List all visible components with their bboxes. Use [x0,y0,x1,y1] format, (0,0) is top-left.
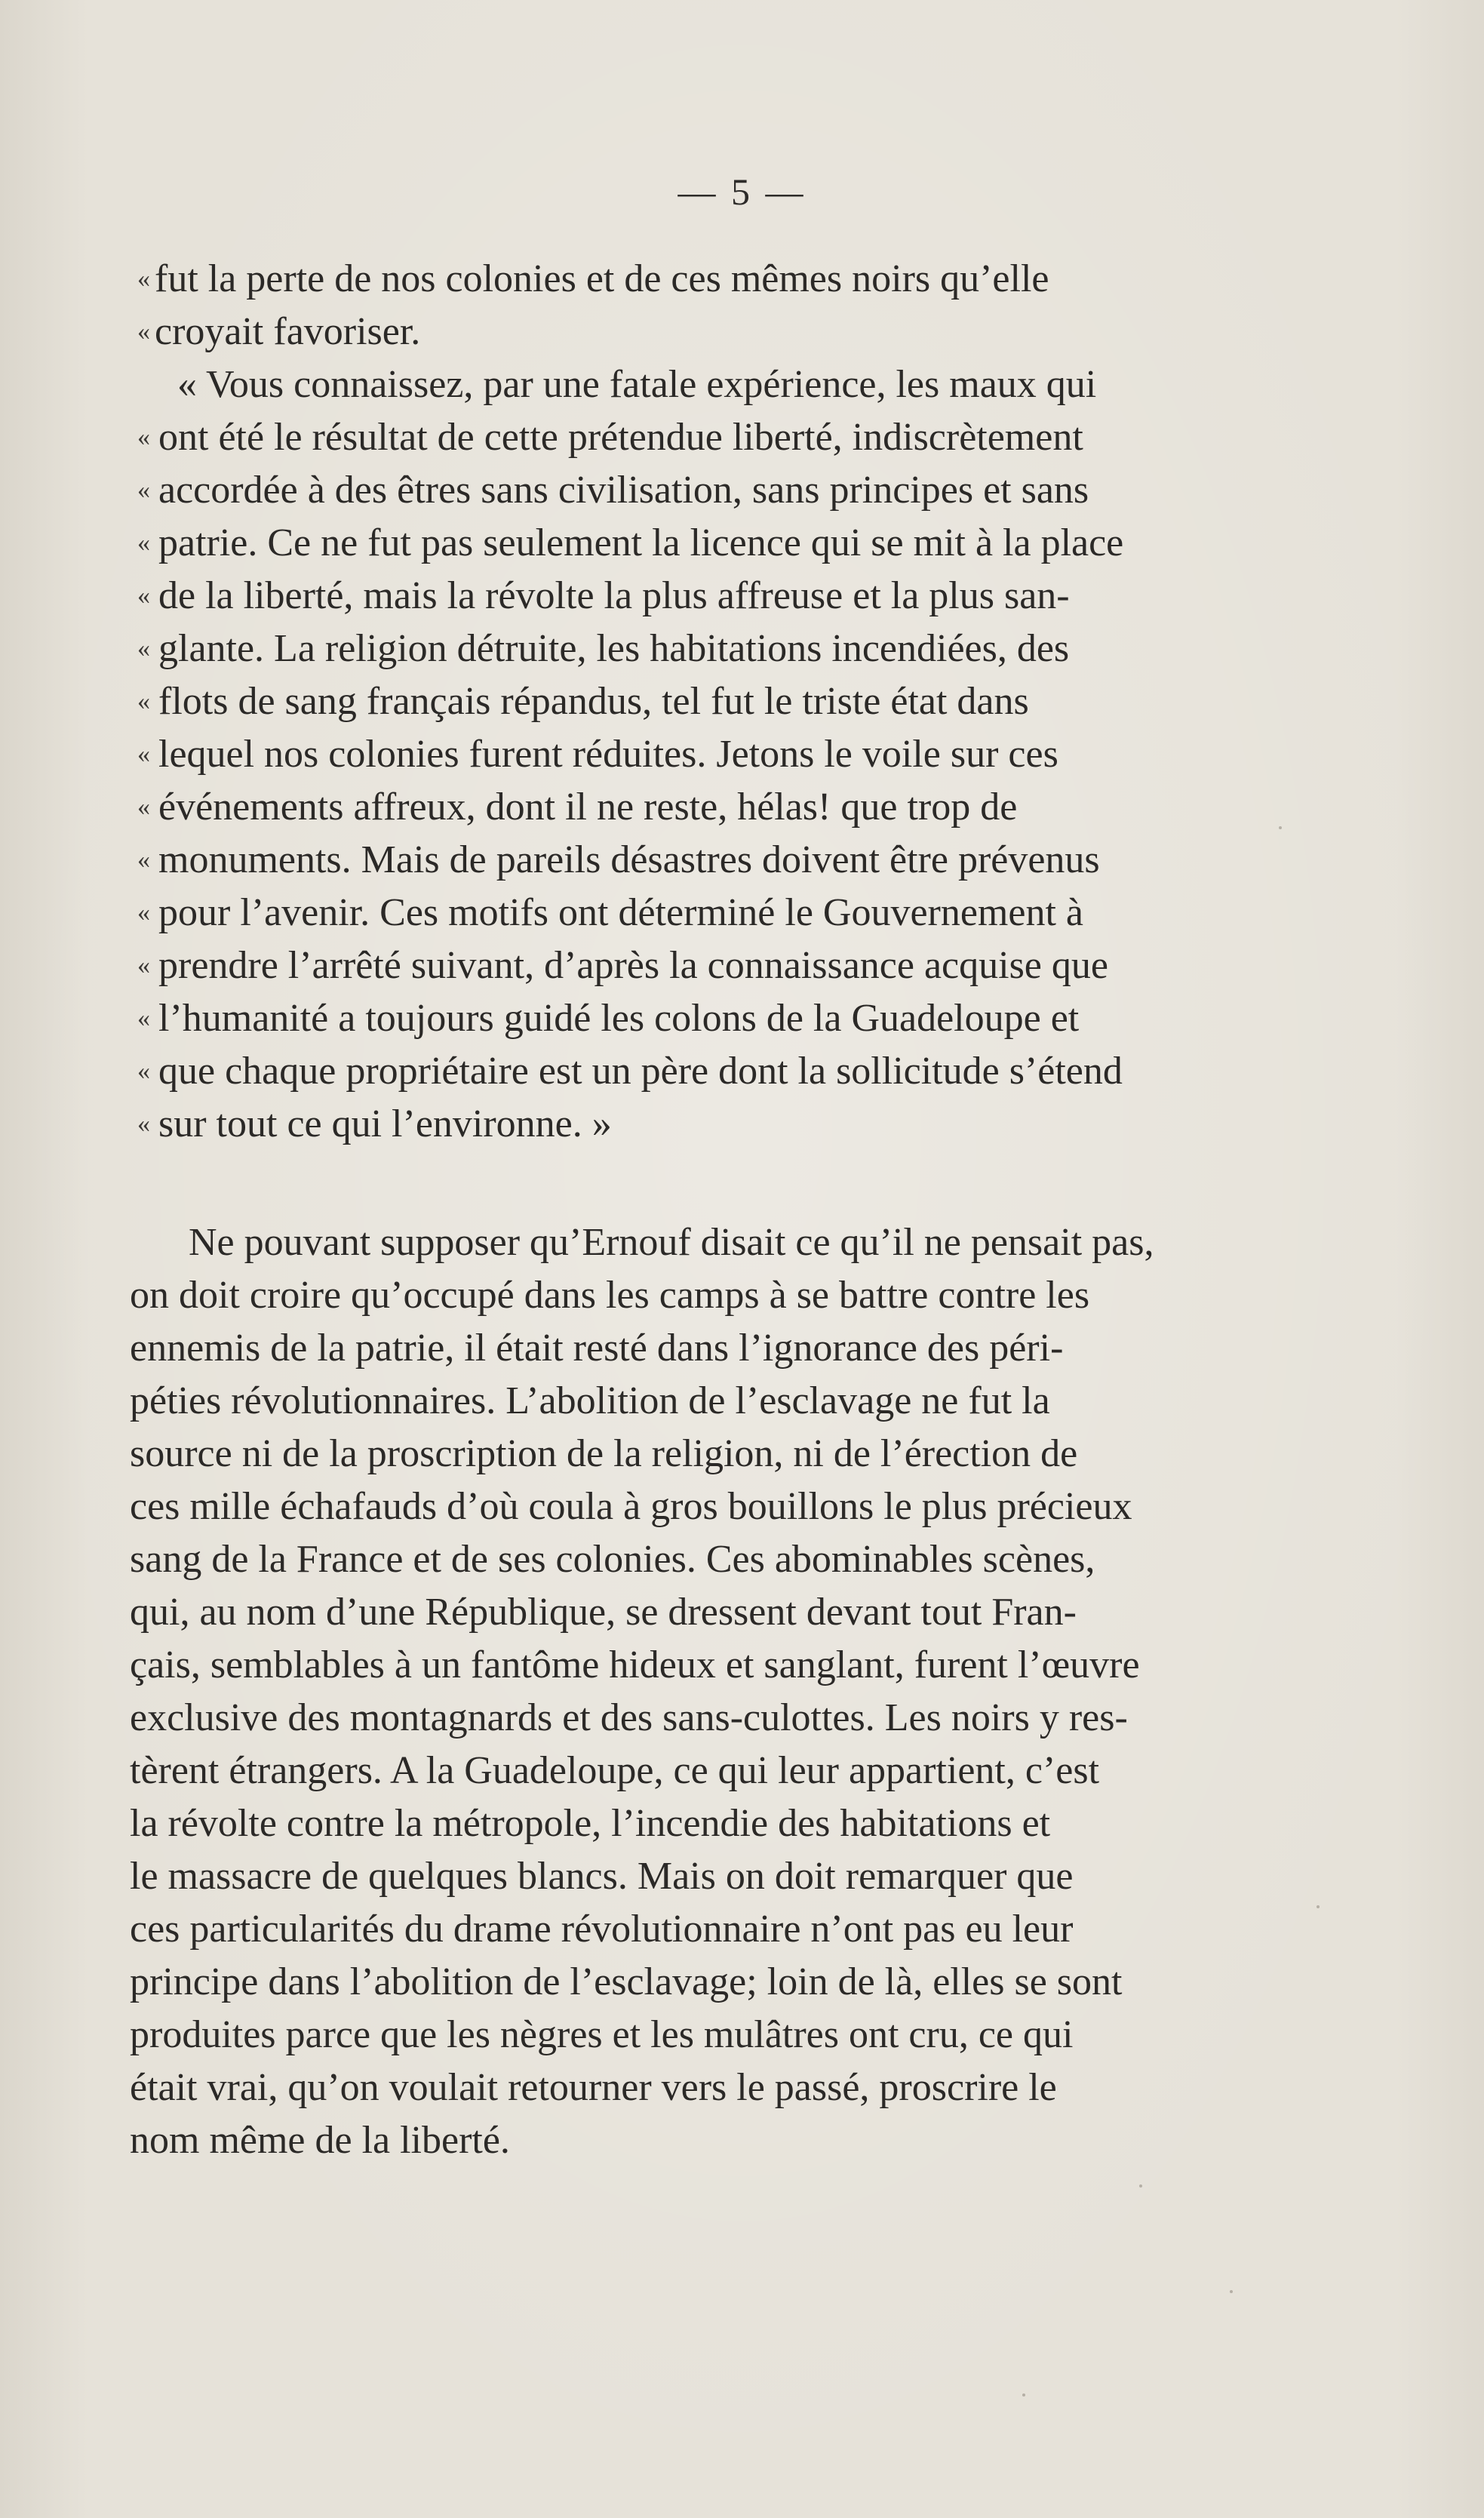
paragraph-line: on doit croire qu’occupé dans les camps à se battre contre les [130,1274,1090,1317]
paragraph-line: tèrent étrangers. A la Guadeloupe, ce qui leur appartient, c’est [130,1749,1100,1792]
paper-speck [1279,826,1282,829]
quote-mark: « [137,318,150,346]
paragraph-line: ennemis de la patrie, il était resté dans l’ignorance des péri- [130,1327,1064,1370]
quote-mark: « [137,740,150,768]
quote-mark: « [137,582,150,610]
quote-mark: « [137,687,150,715]
quote-line: lequel nos colonies furent réduites. Jetons le voile sur ces [158,733,1058,776]
paper-speck [1139,2184,1142,2187]
quote-line: pour l’avenir. Ces motifs ont déterminé le Gouvernement à [158,891,1083,934]
paragraph-line: ces mille échafauds d’où coula à gros bouillons le plus précieux [130,1485,1132,1528]
paragraph-line: nom même de la liberté. [130,2119,510,2162]
paragraph-line: la révolte contre la métropole, l’incendie des habitations et [130,1802,1051,1845]
paper-speck [1230,2290,1233,2293]
quote-line: fut la perte de nos colonies et de ces mêmes noirs qu’elle [155,257,1049,300]
quote-mark: « [137,1004,150,1032]
paragraph-line: qui, au nom d’une République, se dressent devant tout Fran- [130,1591,1077,1634]
paragraph-line: Ne pouvant supposer qu’Ernouf disait ce qu’il ne pensait pas, [189,1221,1154,1264]
quote-line: accordée à des êtres sans civilisation, sans principes et sans [158,469,1089,512]
quote-mark: « [137,793,150,821]
quote-line: prendre l’arrêté suivant, d’après la connaissance acquise que [158,944,1108,987]
quote-line: l’humanité a toujours guidé les colons de la Guadeloupe et [158,997,1080,1040]
quote-line: de la liberté, mais la révolte la plus affreuse et la plus san- [158,574,1070,617]
quote-mark: « [137,265,150,293]
paragraph-line: principe dans l’abolition de l’esclavage; loin de là, elles se sont [130,1960,1123,2003]
paragraph-line: exclusive des montagnards et des sans-culottes. Les noirs y res- [130,1696,1128,1739]
quote-mark: « [137,846,150,874]
quote-mark: « [137,952,150,979]
quote-mark: « [137,899,150,927]
paragraph-line: çais, semblables à un fantôme hideux et sanglant, furent l’œuvre [130,1643,1140,1686]
paper-speck [1022,2393,1025,2397]
quote-mark: « [137,1057,150,1085]
quote-line: croyait favoriser. [155,310,421,353]
quote-line: « Vous connaissez, par une fatale expérience, les maux qui [177,363,1097,406]
paragraph-line: source ni de la proscription de la religion, ni de l’érection de [130,1432,1078,1475]
quote-mark: « [137,529,150,557]
paragraph-line: péties révolutionnaires. L’abolition de l’esclavage ne fut la [130,1379,1050,1422]
page-number: — 5 — [677,171,807,213]
quote-mark: « [137,476,150,504]
paper-speck [1317,1905,1320,1908]
quote-line: flots de sang français répandus, tel fut le triste état dans [158,680,1029,723]
quote-line: que chaque propriétaire est un père dont la sollicitude s’étend [158,1050,1123,1093]
paragraph-line: le massacre de quelques blancs. Mais on doit remarquer que [130,1855,1074,1898]
paragraph-line: sang de la France et de ses colonies. Ces abominables scènes, [130,1538,1095,1581]
quote-line: événements affreux, dont il ne reste, hélas! que trop de [158,786,1018,829]
paragraph-line: ces particularités du drame révolutionnaire n’ont pas eu leur [130,1908,1074,1951]
quote-mark: « [137,635,150,663]
quote-line: glante. La religion détruite, les habitations incendiées, des [158,627,1070,670]
paragraph-line: produites parce que les nègres et les mulâtres ont cru, ce qui [130,2013,1074,2056]
quote-line: sur tout ce qui l’environne. » [158,1102,612,1145]
quote-line: ont été le résultat de cette prétendue liberté, indiscrètement [158,416,1083,459]
quote-line: monuments. Mais de pareils désastres doivent être prévenus [158,838,1100,881]
quote-line: patrie. Ce ne fut pas seulement la licence qui se mit à la place [158,521,1124,564]
paragraph-line: était vrai, qu’on voulait retourner vers le passé, proscrire le [130,2066,1057,2109]
quote-mark: « [137,423,150,451]
quote-mark: « [137,1110,150,1138]
